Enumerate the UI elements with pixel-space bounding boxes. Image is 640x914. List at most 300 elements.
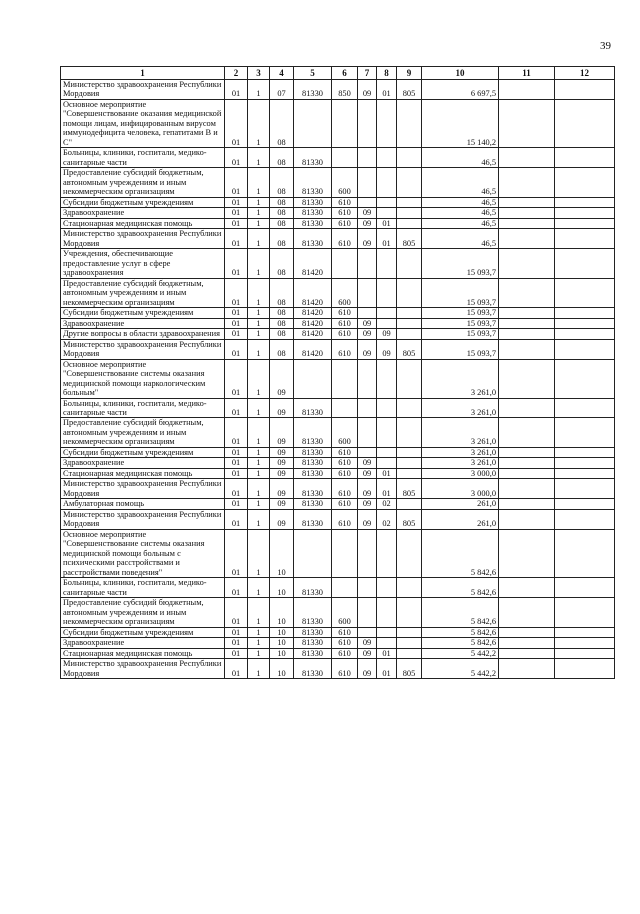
row-name: Предоставление субсидий бюджетным, автономным учреждениям и иным некоммерческим организациям <box>61 418 225 447</box>
column-header-9: 9 <box>397 67 422 80</box>
cell-c3: 1 <box>248 229 270 249</box>
cell-c6: 600 <box>332 278 358 307</box>
cell-c10: 46,5 <box>422 229 499 249</box>
cell-c8: 09 <box>377 339 397 359</box>
row-name: Здравоохранение <box>61 208 225 218</box>
cell-c9: 805 <box>397 659 422 679</box>
table-row <box>61 359 615 398</box>
cell-c8 <box>377 398 397 418</box>
cell-c9 <box>397 529 422 577</box>
cell-empty-col11 <box>499 318 555 328</box>
cell-empty-col11 <box>499 80 555 100</box>
cell-c4: 08 <box>270 318 294 328</box>
cell-c3: 1 <box>248 249 270 278</box>
cell-c5 <box>294 99 332 147</box>
row-name: Субсидии бюджетным учреждениям <box>61 447 225 457</box>
cell-c3: 1 <box>248 208 270 218</box>
cell-c9: 805 <box>397 339 422 359</box>
column-header-3: 3 <box>248 67 270 80</box>
cell-c7: 09 <box>358 329 377 339</box>
cell-empty-col12 <box>555 447 615 457</box>
column-header-6: 6 <box>332 67 358 80</box>
cell-c6: 600 <box>332 168 358 197</box>
cell-empty-col12 <box>555 638 615 648</box>
cell-c10: 15 093,7 <box>422 329 499 339</box>
cell-c10: 3 261,0 <box>422 418 499 447</box>
cell-c4: 10 <box>270 659 294 679</box>
cell-c5: 81330 <box>294 578 332 598</box>
table-row <box>61 648 615 658</box>
cell-c6 <box>332 529 358 577</box>
cell-c9 <box>397 468 422 478</box>
cell-c4: 08 <box>270 197 294 207</box>
cell-c10: 5 442,2 <box>422 648 499 658</box>
cell-c3: 1 <box>248 447 270 457</box>
cell-c3: 1 <box>248 648 270 658</box>
cell-c3: 1 <box>248 638 270 648</box>
cell-c6 <box>332 398 358 418</box>
cell-empty-col11 <box>499 499 555 509</box>
cell-c9 <box>397 208 422 218</box>
cell-empty-col12 <box>555 659 615 679</box>
cell-c10: 15 093,7 <box>422 308 499 318</box>
cell-c8 <box>377 168 397 197</box>
cell-empty-col12 <box>555 418 615 447</box>
cell-c10: 46,5 <box>422 168 499 197</box>
table-row <box>61 168 615 197</box>
cell-c4: 08 <box>270 148 294 168</box>
table-row <box>61 249 615 278</box>
table-row <box>61 218 615 228</box>
cell-c7 <box>358 278 377 307</box>
cell-empty-col12 <box>555 80 615 100</box>
cell-c8 <box>377 99 397 147</box>
cell-empty-col12 <box>555 197 615 207</box>
column-header-2: 2 <box>225 67 248 80</box>
cell-c3: 1 <box>248 509 270 529</box>
cell-c5: 81330 <box>294 398 332 418</box>
cell-c8 <box>377 638 397 648</box>
cell-empty-col12 <box>555 529 615 577</box>
cell-c4: 08 <box>270 208 294 218</box>
cell-c8 <box>377 208 397 218</box>
cell-c10: 3 261,0 <box>422 359 499 398</box>
cell-c2: 01 <box>225 339 248 359</box>
cell-c4: 08 <box>270 168 294 197</box>
cell-c4: 10 <box>270 529 294 577</box>
cell-c7 <box>358 308 377 318</box>
cell-c3: 1 <box>248 468 270 478</box>
cell-c6: 610 <box>332 509 358 529</box>
cell-c3: 1 <box>248 329 270 339</box>
cell-c8 <box>377 598 397 627</box>
cell-c7 <box>358 627 377 637</box>
cell-c3: 1 <box>248 499 270 509</box>
cell-empty-col11 <box>499 359 555 398</box>
cell-c6: 610 <box>332 499 358 509</box>
cell-c5: 81330 <box>294 168 332 197</box>
cell-c4: 08 <box>270 99 294 147</box>
cell-c5: 81330 <box>294 509 332 529</box>
cell-c5 <box>294 359 332 398</box>
cell-c8: 01 <box>377 229 397 249</box>
cell-c8: 01 <box>377 218 397 228</box>
table-row <box>61 509 615 529</box>
table-row <box>61 578 615 598</box>
cell-empty-col12 <box>555 208 615 218</box>
cell-c10: 3 261,0 <box>422 447 499 457</box>
budget-table <box>60 66 615 679</box>
cell-c9 <box>397 627 422 637</box>
cell-c2: 01 <box>225 168 248 197</box>
cell-c6 <box>332 249 358 278</box>
cell-c7 <box>358 398 377 418</box>
cell-c2: 01 <box>225 468 248 478</box>
cell-empty-col11 <box>499 418 555 447</box>
row-name: Здравоохранение <box>61 638 225 648</box>
cell-c10: 3 261,0 <box>422 458 499 468</box>
cell-c9: 805 <box>397 509 422 529</box>
cell-c8: 01 <box>377 659 397 679</box>
table-row <box>61 318 615 328</box>
cell-c8 <box>377 278 397 307</box>
cell-c9: 805 <box>397 229 422 249</box>
cell-c6: 610 <box>332 648 358 658</box>
row-name: Больницы, клиники, госпитали, медико-санитарные части <box>61 148 225 168</box>
cell-empty-col12 <box>555 499 615 509</box>
cell-empty-col11 <box>499 229 555 249</box>
cell-c4: 08 <box>270 249 294 278</box>
cell-c9 <box>397 99 422 147</box>
cell-empty-col12 <box>555 479 615 499</box>
cell-c3: 1 <box>248 398 270 418</box>
cell-c5: 81330 <box>294 148 332 168</box>
cell-c6 <box>332 359 358 398</box>
cell-c9 <box>397 249 422 278</box>
cell-c2: 01 <box>225 308 248 318</box>
cell-c10: 3 261,0 <box>422 398 499 418</box>
cell-c5: 81330 <box>294 447 332 457</box>
row-name: Основное мероприятие "Совершенствование оказания медицинской помощи лицам, инфицированным вирусом иммунодефицита человека, гепатитами В и С" <box>61 99 225 147</box>
cell-c8: 02 <box>377 499 397 509</box>
cell-c6: 610 <box>332 627 358 637</box>
cell-empty-col11 <box>499 308 555 318</box>
cell-c10: 261,0 <box>422 499 499 509</box>
cell-empty-col11 <box>499 529 555 577</box>
table-row <box>61 418 615 447</box>
cell-c2: 01 <box>225 458 248 468</box>
cell-c8 <box>377 529 397 577</box>
cell-c10: 15 093,7 <box>422 278 499 307</box>
table-row <box>61 458 615 468</box>
column-header-5: 5 <box>294 67 332 80</box>
cell-c10: 46,5 <box>422 218 499 228</box>
cell-c7: 09 <box>358 479 377 499</box>
cell-empty-col12 <box>555 168 615 197</box>
cell-c7 <box>358 529 377 577</box>
cell-c2: 01 <box>225 218 248 228</box>
cell-c7 <box>358 418 377 447</box>
cell-c2: 01 <box>225 509 248 529</box>
cell-c8 <box>377 249 397 278</box>
cell-c3: 1 <box>248 318 270 328</box>
cell-c6: 850 <box>332 80 358 100</box>
cell-c10: 15 093,7 <box>422 318 499 328</box>
column-header-12: 12 <box>555 67 615 80</box>
cell-c2: 01 <box>225 578 248 598</box>
cell-c9 <box>397 329 422 339</box>
cell-c4: 08 <box>270 218 294 228</box>
cell-c5 <box>294 529 332 577</box>
table-row <box>61 278 615 307</box>
cell-c5: 81330 <box>294 468 332 478</box>
cell-c10: 5 842,6 <box>422 627 499 637</box>
cell-empty-col11 <box>499 479 555 499</box>
cell-c3: 1 <box>248 659 270 679</box>
cell-c5: 81330 <box>294 208 332 218</box>
cell-c5: 81330 <box>294 80 332 100</box>
row-name: Субсидии бюджетным учреждениям <box>61 197 225 207</box>
cell-c3: 1 <box>248 339 270 359</box>
cell-c8 <box>377 447 397 457</box>
cell-c3: 1 <box>248 168 270 197</box>
cell-c7: 09 <box>358 208 377 218</box>
cell-c6: 610 <box>332 318 358 328</box>
cell-c8 <box>377 627 397 637</box>
table-row <box>61 598 615 627</box>
cell-c9 <box>397 458 422 468</box>
cell-empty-col12 <box>555 648 615 658</box>
cell-c9 <box>397 398 422 418</box>
cell-c9 <box>397 308 422 318</box>
column-header-10: 10 <box>422 67 499 80</box>
cell-c8 <box>377 148 397 168</box>
cell-c6: 600 <box>332 598 358 627</box>
cell-c6 <box>332 99 358 147</box>
cell-c8: 02 <box>377 509 397 529</box>
header-row <box>61 67 615 80</box>
cell-c7: 09 <box>358 218 377 228</box>
cell-c9 <box>397 218 422 228</box>
cell-empty-col12 <box>555 458 615 468</box>
cell-c4: 09 <box>270 418 294 447</box>
cell-c5: 81330 <box>294 499 332 509</box>
cell-c5: 81420 <box>294 339 332 359</box>
row-name: Здравоохранение <box>61 458 225 468</box>
cell-c9 <box>397 197 422 207</box>
cell-c5: 81420 <box>294 318 332 328</box>
cell-c6: 610 <box>332 218 358 228</box>
cell-empty-col11 <box>499 218 555 228</box>
cell-c3: 1 <box>248 278 270 307</box>
cell-c7: 09 <box>358 648 377 658</box>
row-name: Министерство здравоохранения Республики Мордовия <box>61 80 225 100</box>
cell-c7 <box>358 99 377 147</box>
cell-c4: 09 <box>270 499 294 509</box>
cell-c7: 09 <box>358 229 377 249</box>
cell-empty-col12 <box>555 598 615 627</box>
cell-c7 <box>358 578 377 598</box>
cell-c7 <box>358 197 377 207</box>
cell-empty-col11 <box>499 99 555 147</box>
cell-c8 <box>377 308 397 318</box>
cell-c2: 01 <box>225 208 248 218</box>
cell-c2: 01 <box>225 329 248 339</box>
cell-c4: 09 <box>270 479 294 499</box>
cell-empty-col12 <box>555 99 615 147</box>
cell-empty-col12 <box>555 329 615 339</box>
cell-c7: 09 <box>358 80 377 100</box>
cell-c9 <box>397 499 422 509</box>
cell-c2: 01 <box>225 418 248 447</box>
cell-c5: 81330 <box>294 659 332 679</box>
cell-empty-col12 <box>555 578 615 598</box>
cell-empty-col12 <box>555 627 615 637</box>
table-row <box>61 468 615 478</box>
cell-c5: 81330 <box>294 218 332 228</box>
row-name: Другие вопросы в области здравоохранения <box>61 329 225 339</box>
cell-c9: 805 <box>397 479 422 499</box>
cell-empty-col11 <box>499 578 555 598</box>
cell-c4: 10 <box>270 598 294 627</box>
cell-c5: 81420 <box>294 329 332 339</box>
cell-c2: 01 <box>225 229 248 249</box>
cell-c4: 07 <box>270 80 294 100</box>
cell-c4: 08 <box>270 278 294 307</box>
table-row <box>61 499 615 509</box>
row-name: Субсидии бюджетным учреждениям <box>61 308 225 318</box>
table-row <box>61 529 615 577</box>
cell-c6: 610 <box>332 329 358 339</box>
cell-c4: 09 <box>270 509 294 529</box>
cell-empty-col12 <box>555 308 615 318</box>
cell-c9 <box>397 359 422 398</box>
cell-c10: 3 000,0 <box>422 479 499 499</box>
cell-empty-col12 <box>555 278 615 307</box>
row-name: Предоставление субсидий бюджетным, автономным учреждениям и иным некоммерческим организациям <box>61 598 225 627</box>
row-name: Министерство здравоохранения Республики Мордовия <box>61 659 225 679</box>
table-row <box>61 229 615 249</box>
cell-empty-col11 <box>499 197 555 207</box>
row-name: Основное мероприятие "Совершенствование системы оказания медицинской помощи больным с психическими расстройствами и расстройствами поведения" <box>61 529 225 577</box>
cell-empty-col11 <box>499 638 555 648</box>
column-header-7: 7 <box>358 67 377 80</box>
cell-empty-col11 <box>499 339 555 359</box>
cell-c10: 5 842,6 <box>422 529 499 577</box>
row-name: Стационарная медицинская помощь <box>61 468 225 478</box>
table-row <box>61 148 615 168</box>
cell-empty-col12 <box>555 398 615 418</box>
cell-empty-col12 <box>555 359 615 398</box>
cell-c4: 10 <box>270 648 294 658</box>
cell-c7: 09 <box>358 509 377 529</box>
column-header-1: 1 <box>61 67 225 80</box>
cell-c3: 1 <box>248 598 270 627</box>
row-name: Министерство здравоохранения Республики Мордовия <box>61 479 225 499</box>
row-name: Больницы, клиники, госпитали, медико-санитарные части <box>61 398 225 418</box>
table-row <box>61 329 615 339</box>
cell-empty-col12 <box>555 148 615 168</box>
cell-c3: 1 <box>248 148 270 168</box>
row-name: Больницы, клиники, госпитали, медико-санитарные части <box>61 578 225 598</box>
cell-c2: 01 <box>225 99 248 147</box>
cell-c6 <box>332 578 358 598</box>
row-name: Амбулаторная помощь <box>61 499 225 509</box>
cell-c2: 01 <box>225 447 248 457</box>
cell-c6 <box>332 148 358 168</box>
row-name: Учреждения, обеспечивающие предоставление услуг в сфере здравоохранения <box>61 249 225 278</box>
table-row <box>61 80 615 100</box>
cell-c2: 01 <box>225 659 248 679</box>
cell-c9 <box>397 648 422 658</box>
cell-c2: 01 <box>225 479 248 499</box>
cell-empty-col11 <box>499 627 555 637</box>
cell-c5: 81330 <box>294 197 332 207</box>
cell-c4: 08 <box>270 339 294 359</box>
cell-empty-col12 <box>555 339 615 359</box>
cell-c4: 09 <box>270 458 294 468</box>
column-header-11: 11 <box>499 67 555 80</box>
cell-c9 <box>397 598 422 627</box>
table-row <box>61 659 615 679</box>
cell-c5: 81420 <box>294 308 332 318</box>
cell-c4: 09 <box>270 468 294 478</box>
cell-c9 <box>397 148 422 168</box>
cell-c2: 01 <box>225 278 248 307</box>
cell-c10: 15 093,7 <box>422 339 499 359</box>
table-body <box>61 80 615 679</box>
cell-c2: 01 <box>225 197 248 207</box>
cell-c3: 1 <box>248 218 270 228</box>
cell-c4: 08 <box>270 229 294 249</box>
cell-empty-col11 <box>499 168 555 197</box>
cell-empty-col12 <box>555 218 615 228</box>
cell-c8 <box>377 458 397 468</box>
cell-c10: 46,5 <box>422 208 499 218</box>
row-name: Министерство здравоохранения Республики Мордовия <box>61 509 225 529</box>
cell-c2: 01 <box>225 648 248 658</box>
cell-c10: 6 697,5 <box>422 80 499 100</box>
cell-c8 <box>377 197 397 207</box>
cell-empty-col11 <box>499 329 555 339</box>
row-name: Министерство здравоохранения Республики Мордовия <box>61 339 225 359</box>
cell-c4: 08 <box>270 308 294 318</box>
cell-empty-col11 <box>499 458 555 468</box>
cell-c10: 5 842,6 <box>422 598 499 627</box>
cell-c2: 01 <box>225 529 248 577</box>
cell-c7: 09 <box>358 499 377 509</box>
cell-c5: 81330 <box>294 627 332 637</box>
cell-c10: 5 842,6 <box>422 638 499 648</box>
cell-c9 <box>397 638 422 648</box>
cell-c9 <box>397 318 422 328</box>
cell-c5: 81330 <box>294 479 332 499</box>
table-row <box>61 479 615 499</box>
cell-c9 <box>397 447 422 457</box>
row-name: Стационарная медицинская помощь <box>61 218 225 228</box>
cell-c4: 09 <box>270 359 294 398</box>
cell-c2: 01 <box>225 148 248 168</box>
cell-c7 <box>358 168 377 197</box>
cell-c2: 01 <box>225 627 248 637</box>
cell-c6: 610 <box>332 308 358 318</box>
cell-c2: 01 <box>225 598 248 627</box>
cell-c3: 1 <box>248 458 270 468</box>
cell-c6: 610 <box>332 638 358 648</box>
cell-c6: 610 <box>332 208 358 218</box>
cell-c6: 610 <box>332 339 358 359</box>
cell-c5: 81330 <box>294 598 332 627</box>
